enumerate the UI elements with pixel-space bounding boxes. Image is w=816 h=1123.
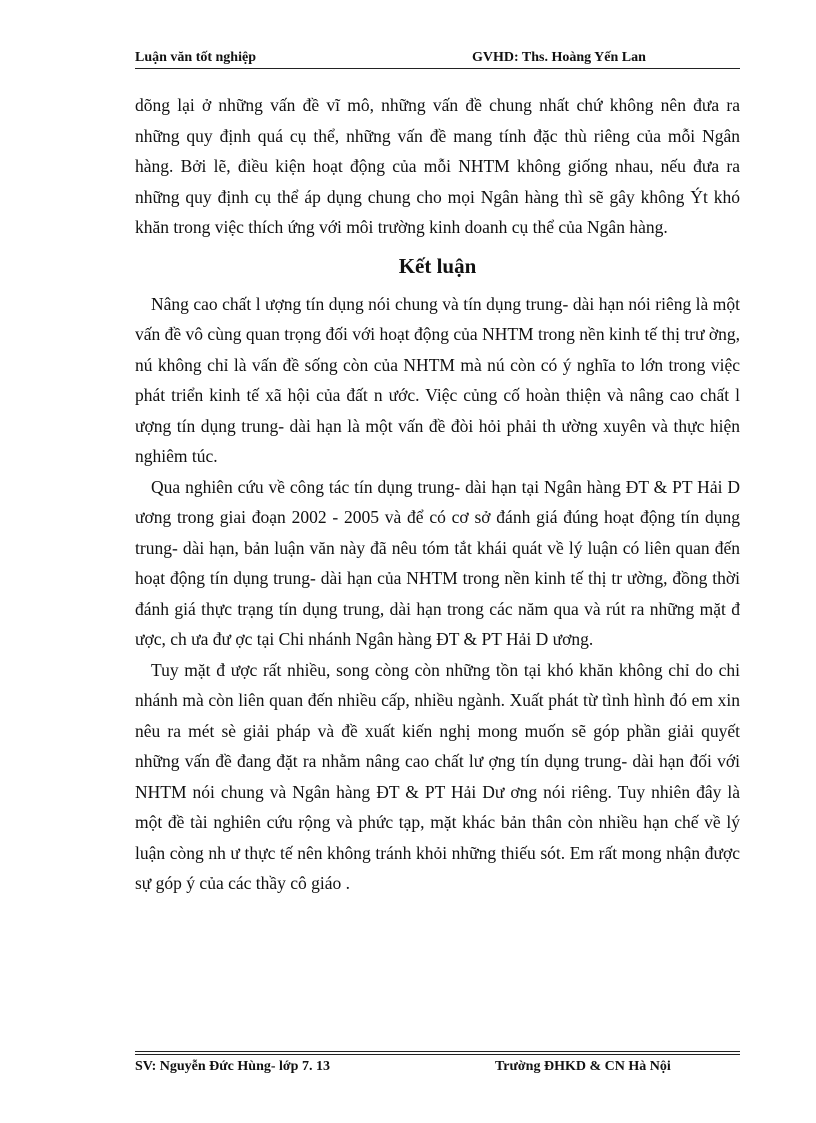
footer-divider-thick [135, 1054, 740, 1055]
page-body [135, 90, 740, 899]
section-heading: Kết luận [398, 253, 477, 278]
footer-student-label: SV: Nguyễn Đức Hùng- lớp 7. 13 [135, 1059, 330, 1074]
conclusion-paragraph-3: Tuy mặt đ ược rất nhiều, song còng còn những tồn tại khó khăn không chỉ do chi nhánh mà còn liên quan đến nhiều cấp, nhiều ngành. Xuất phát từ tình hình đó em xin nêu ra mét sè giải pháp và đề xuất kiến nghị mong muốn sẽ góp phần giải quyết những vấn đề đang đặt ra nhằm nâng cao chất lư ợng tín dụng trung- dài hạn đối với NHTM nói chung và Ngân hàng ĐT & PT Hải Dư ơng nói riêng. Tuy nhiên đây là một đề tài nghiên cứu rộng và phức tạp, mặt khác bản thân còn nhiều hạn chế về lý luận còng nh ư thực tế nên không tránh khỏi những thiếu sót. Em rất mong nhận được sự góp ý của các thầy cô giáo . [135, 659, 740, 893]
page-footer [135, 1059, 740, 1077]
page-header [135, 50, 740, 68]
header-thesis-label: Luận văn tốt nghiệp [135, 50, 256, 65]
intro-paragraph: dõng lại ở những vấn đề vĩ mô, những vấn đề chung nhất chứ không nên đưa ra những quy định quá cụ thể, những vấn đề mang tính đặc thù riêng của mỗi Ngân hàng. Bởi lẽ, điều kiện hoạt động của mỗi NHTM không giống nhau, nếu đưa ra những quy định cụ thể áp dụng chung cho mọi Ngân hàng thì sẽ gây không Ýt khó khăn trong việc thích ứng với môi trường kinh doanh cụ thể của Ngân hàng. [135, 95, 740, 237]
header-advisor-label: GVHD: Ths. Hoàng Yến Lan [472, 50, 646, 65]
conclusion-paragraph-2: Qua nghiên cứu về công tác tín dụng trung- dài hạn tại Ngân hàng ĐT & PT Hải D ương trong giai đoạn 2002 - 2005 và để có cơ sở đánh giá đúng hoạt động tín dụng trung- dài hạn, bản luận văn này đã nêu tóm tắt khái quát về lý luận có liên quan đến hoạt động tín dụng trung- dài hạn của NHTM trong nền kinh tế thị tr ường, đồng thời đánh giá thực trạng tín dụng trung, dài hạn trong các năm qua và rút ra những mặt đ ược, ch ưa đư ợc tại Chi nhánh Ngân hàng ĐT & PT Hải D ương. [135, 476, 740, 649]
conclusion-paragraph-1: Nâng cao chất l ượng tín dụng nói chung và tín dụng trung- dài hạn nói riêng là một vấn đề vô cùng quan trọng đối với hoạt động của NHTM trong nền kinh tế thị trư ờng, nú không chỉ là vấn đề sống còn của NHTM mà nú còn có ý nghĩa to lớn trong việc phát triển kinh tế xã hội của đất n ước. Việc củng cố hoàn thiện và nâng cao chất l ượng tín dụng trung- dài hạn là một vấn đề đòi hỏi phải th ường xuyên và thực hiện nghiêm túc. [135, 293, 740, 466]
header-divider [135, 68, 740, 69]
footer-school-label: Trường ĐHKD & CN Hà Nội [495, 1059, 671, 1074]
footer-divider-thin [135, 1051, 740, 1052]
